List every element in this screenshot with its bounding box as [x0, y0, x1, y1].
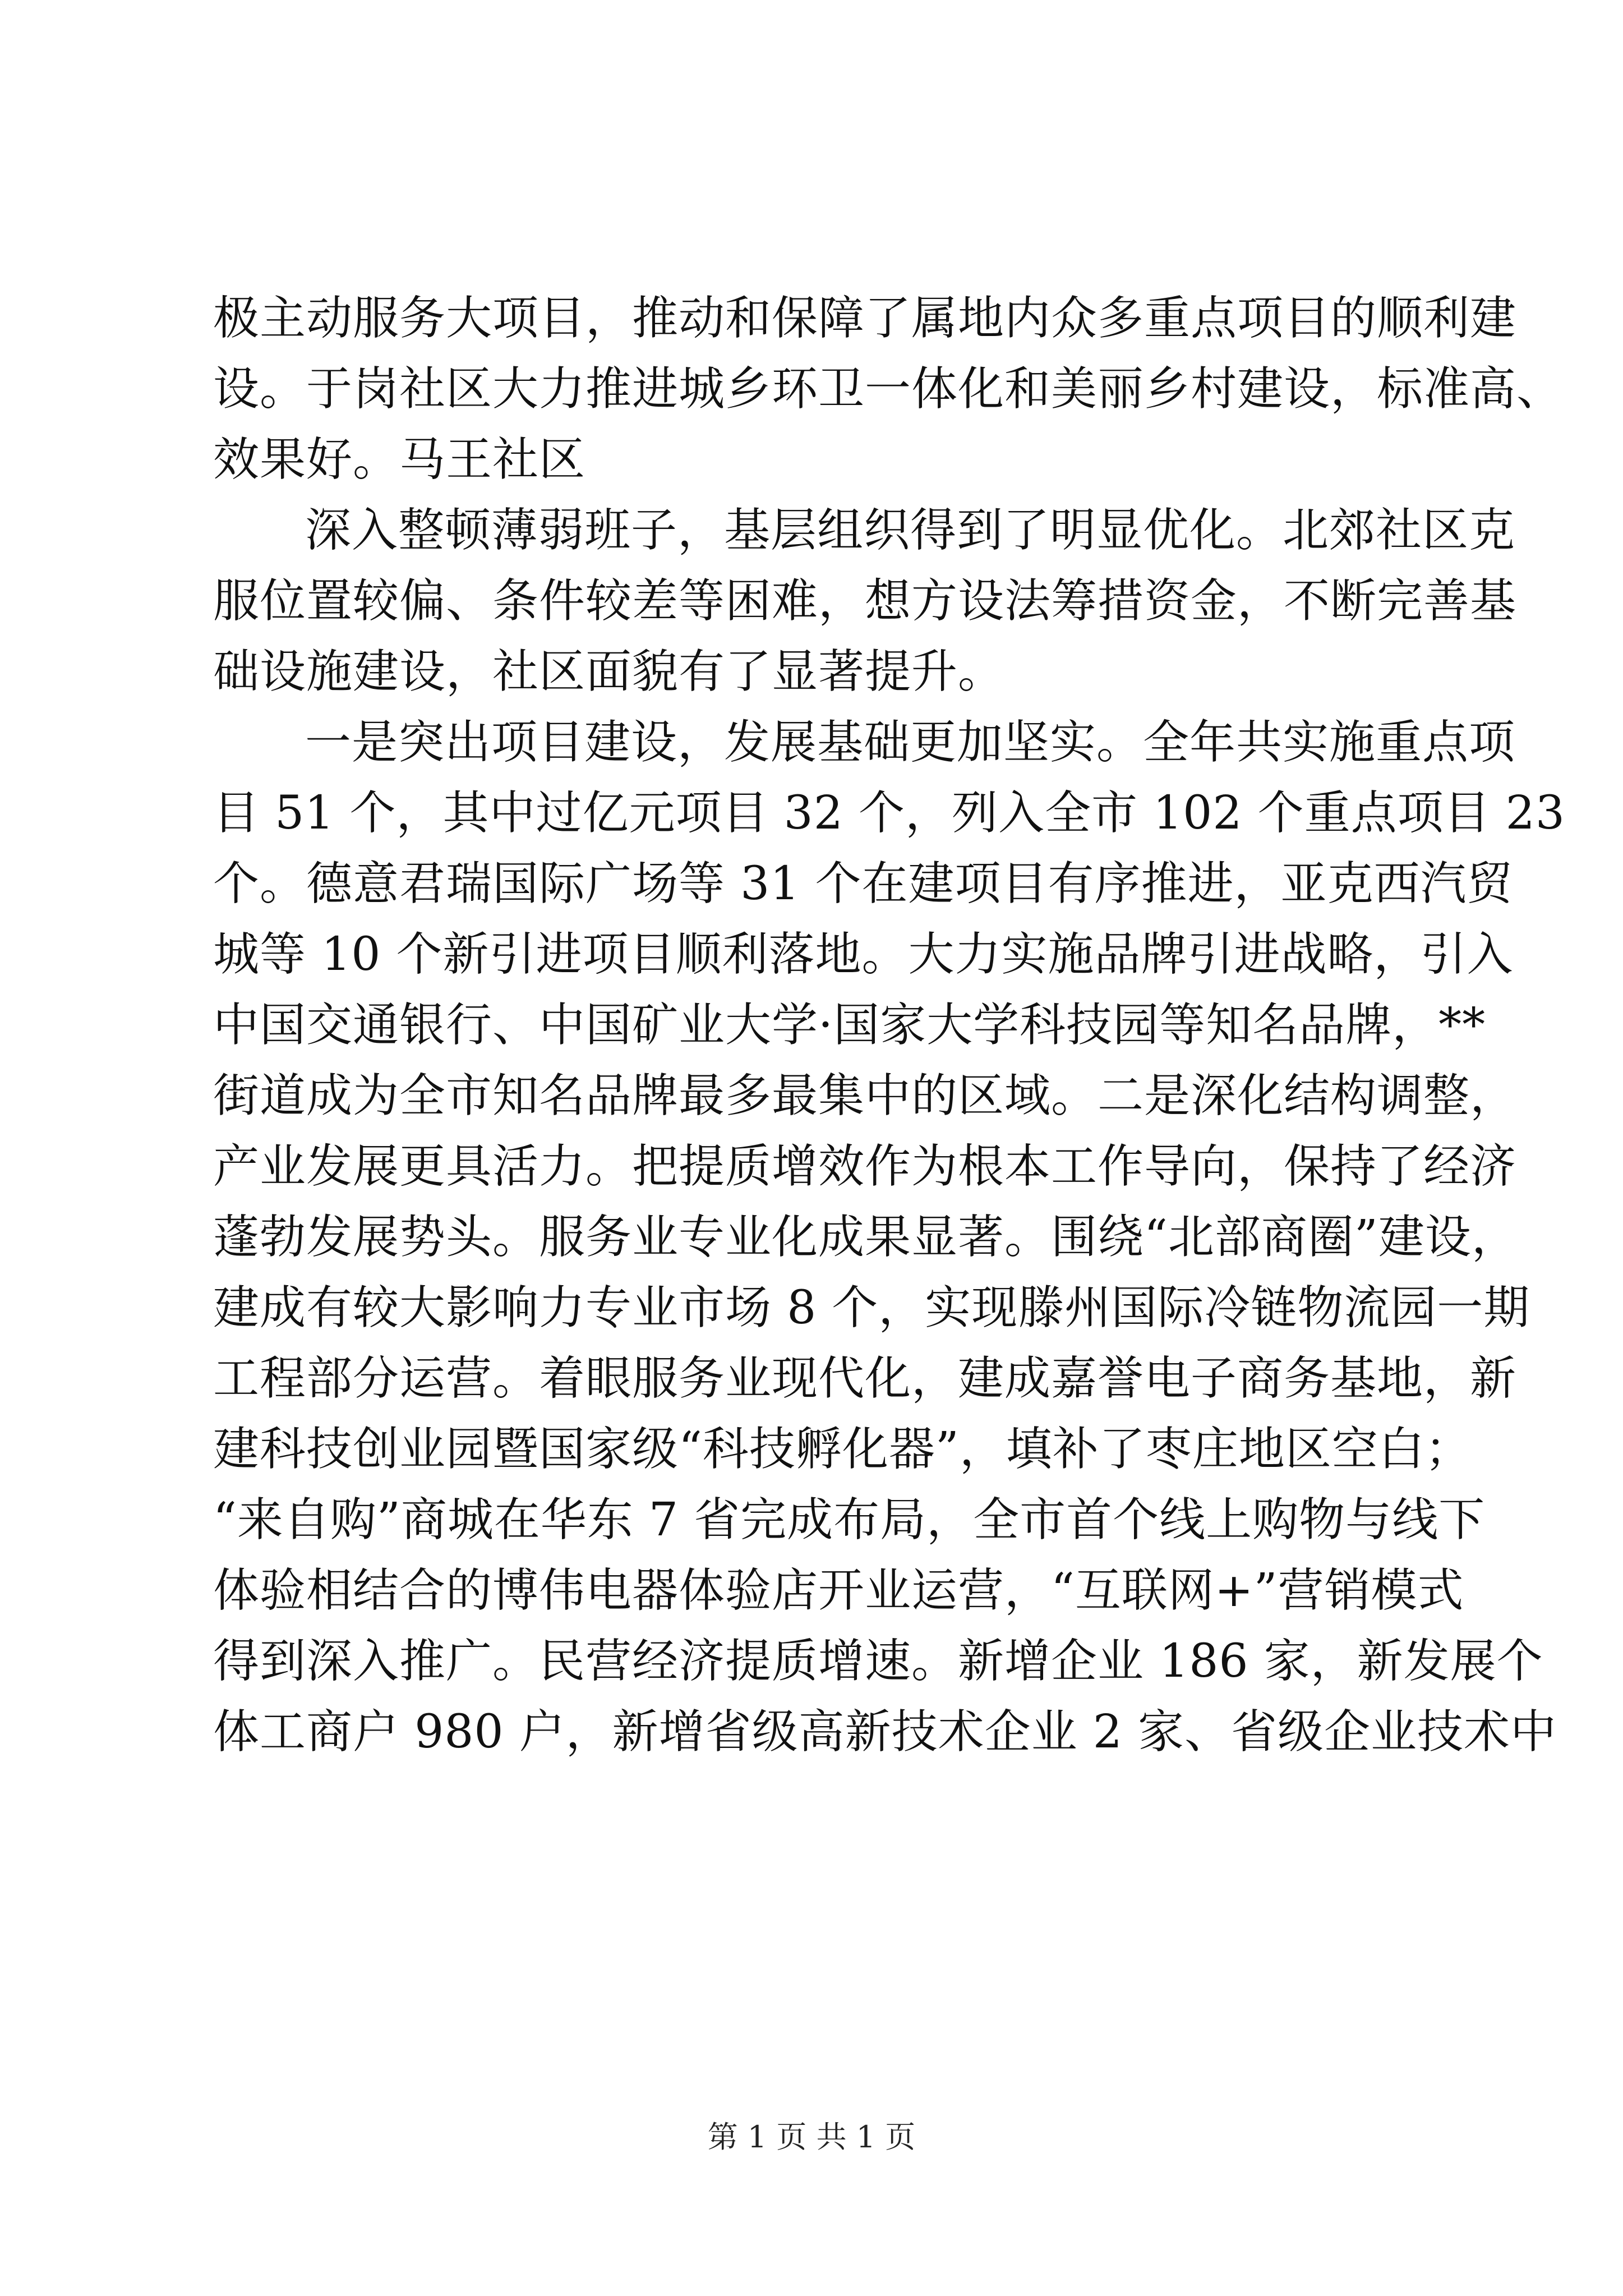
paragraph-first-line: 深入整顿薄弱班子，基层组织得到了明显优化。北郊社区克: [305, 504, 1516, 557]
text-line: 工程部分运营。着眼服务业现代化，建成嘉誉电子商务基地，新: [213, 1352, 1517, 1405]
text-line: 蓬勃发展势头。服务业专业化成果显著。围绕“北部商圈”建设，: [213, 1211, 1518, 1264]
text-line: “来自购”商城在华东 7 省完成布局，全市首个线上购物与线下: [213, 1493, 1486, 1547]
text-line: 体验相结合的博伟电器体验店开业运营，“互联网+”营销模式: [213, 1564, 1464, 1617]
text-line: 中国交通银行、中国矿业大学·国家大学科技园等知名品牌，**: [213, 999, 1486, 1052]
page-footer: [0, 2118, 1623, 2157]
text-line: 设。于岗社区大力推进城乡环卫一体化和美丽乡村建设，标准高、: [213, 362, 1564, 416]
text-line: 服位置较偏、条件较差等困难，想方设法筹措资金，不断完善基: [213, 574, 1517, 628]
text-line: 个。德意君瑞国际广场等 31 个在建项目有序推进，亚克西汽贸: [213, 857, 1514, 910]
document-body: [213, 289, 1565, 1773]
text-line: 建科技创业园暨国家级“科技孵化器”，填补了枣庄地区空白；: [213, 1423, 1472, 1476]
text-line: 效果好。马王社区: [213, 433, 586, 486]
text-line: 街道成为全市知名品牌最多最集中的区域。二是深化结构调整，: [213, 1069, 1517, 1122]
text-line: 得到深入推广。民营经济提质增速。新增企业 186 家，新发展个: [213, 1635, 1543, 1688]
text-line: 城等 10 个新引进项目顺利落地。大力实施品牌引进战略，引入: [213, 928, 1514, 981]
text-line: 建成有较大影响力专业市场 8 个，实现滕州国际冷链物流园一期: [213, 1281, 1530, 1335]
text-line: 目 51 个，其中过亿元项目 32 个，列入全市 102 个重点项目 23: [213, 786, 1565, 840]
text-line: 极主动服务大项目，推动和保障了属地内众多重点项目的顺利建: [213, 292, 1517, 345]
text-line: 产业发展更具活力。把提质增效作为根本工作导向，保持了经济: [213, 1140, 1517, 1193]
page-number: 第 1 页 共 1 页: [707, 2119, 916, 2155]
text-line: 体工商户 980 户，新增省级高新技术企业 2 家、省级企业技术中: [213, 1705, 1557, 1759]
text-line: 础设施建设，社区面貌有了显著提升。: [213, 645, 1005, 698]
paragraph-first-line: 一是突出项目建设，发展基础更加坚实。全年共实施重点项: [305, 716, 1516, 769]
